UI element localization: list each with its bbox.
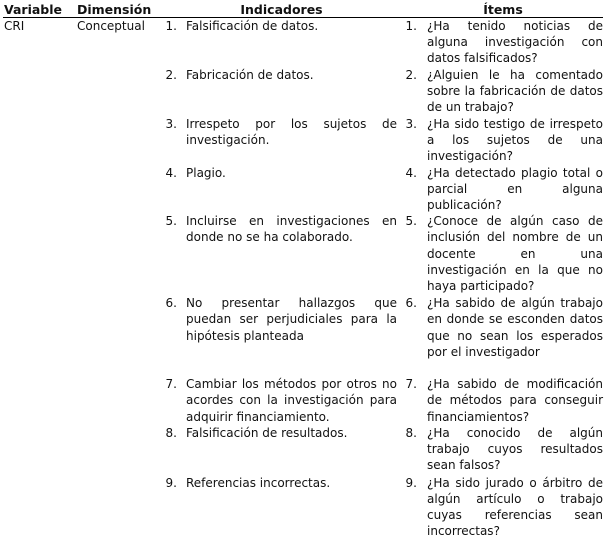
indicator-entry: [160, 425, 403, 441]
table-row: [3, 67, 603, 116]
indicator-text: Cambiar los métodos por otros no acordes con la investigación para adquirir financiamiento.: [186, 377, 397, 424]
item-number: 8.: [405, 425, 417, 440]
indicator-entry: [160, 67, 403, 83]
item-cell: [403, 18, 603, 68]
indicator-text: Falsificación de resultados.: [186, 425, 348, 440]
variable-cell: CRI: [4, 19, 25, 33]
dimension-cell-empty: [75, 295, 160, 376]
item-text: ¿Ha detectado plagio total o parcial en alguna publicación?: [427, 165, 603, 213]
item-text: ¿Ha sabido de algún trabajo en donde se esconden datos que no sean los esperados por el investigador: [427, 296, 603, 359]
item-text: ¿Ha sabido de modificación de métodos para conseguir financiamientos?: [427, 377, 603, 424]
dimension-cell-empty: [75, 165, 160, 214]
item-number: 2.: [405, 68, 417, 82]
item-cell: [403, 67, 603, 116]
item-text: ¿Ha conocido de algún trabajo cuyos resultados sean falsos?: [427, 425, 603, 473]
item-entry: [403, 18, 603, 67]
indicator-number: 8.: [165, 425, 177, 440]
indicator-number: 3.: [165, 116, 177, 131]
indicator-entry: [160, 475, 403, 491]
item-entry: [403, 475, 603, 540]
header-indicators: Indicadores: [160, 2, 403, 18]
indicator-cell: [160, 425, 403, 475]
header-row: [3, 2, 603, 18]
header-variable: Variable: [3, 2, 75, 18]
item-number: 7.: [405, 377, 417, 392]
item-number: 1.: [405, 19, 417, 33]
table-row: [3, 425, 603, 475]
dimension-cell-empty: [75, 376, 160, 425]
item-cell: [403, 165, 603, 214]
variable-cell-empty: [3, 213, 75, 295]
item-cell: [403, 213, 603, 295]
item-text: ¿Conoce de algún caso de inclusión del nombre de un docente en una investigación en la que no haya participado?: [427, 214, 603, 294]
item-cell: [403, 425, 603, 475]
table-row: [3, 475, 603, 545]
indicator-text: No presentar hallazgos que puedan ser perjudiciales para la hipótesis planteada: [186, 296, 397, 343]
variable-cell-empty: [3, 425, 75, 475]
indicator-cell: [160, 67, 403, 116]
item-text: ¿Ha tenido noticias de alguna investigación con datos falsificados?: [427, 19, 603, 66]
item-entry: [403, 116, 603, 165]
item-entry: [403, 213, 603, 294]
item-cell: [403, 376, 603, 425]
item-cell: [403, 116, 603, 165]
table-header: [3, 2, 603, 18]
indicator-text: Fabricación de datos.: [186, 68, 314, 82]
dimension-cell-empty: [75, 425, 160, 475]
table-body: [3, 18, 603, 545]
indicator-entry: [160, 18, 403, 34]
indicator-number: 2.: [165, 68, 177, 82]
indicator-cell: [160, 165, 403, 214]
indicator-cell: [160, 116, 403, 165]
indicator-entry: [160, 165, 403, 181]
indicator-cell: [160, 213, 403, 295]
indicator-number: 1.: [165, 19, 177, 33]
dimension-cell: Conceptual: [77, 19, 145, 33]
header-items: Ítems: [403, 2, 603, 18]
item-number: 5.: [405, 214, 417, 229]
item-cell: [403, 295, 603, 376]
indicator-entry: [160, 116, 403, 148]
dimension-cell-empty: [75, 67, 160, 116]
item-entry: [403, 67, 603, 116]
item-entry: [403, 425, 603, 474]
indicator-entry: [160, 213, 403, 245]
indicator-cell: [160, 18, 403, 68]
variable-cell-empty: [3, 67, 75, 116]
indicator-cell: [160, 295, 403, 376]
item-entry: [403, 295, 603, 360]
item-cell: [403, 475, 603, 545]
table-row: [3, 295, 603, 376]
indicator-number: 5.: [165, 214, 177, 229]
table-row: [3, 213, 603, 295]
operationalization-table: [3, 2, 603, 545]
indicator-cell: [160, 376, 403, 425]
item-number: 4.: [405, 165, 417, 180]
variable-cell-empty: [3, 376, 75, 425]
table-row: [3, 376, 603, 425]
variable-cell-empty: [3, 165, 75, 214]
item-entry: [403, 165, 603, 214]
item-number: 3.: [405, 116, 417, 131]
dimension-cell-empty: [75, 475, 160, 545]
item-number: 6.: [405, 296, 417, 311]
indicator-cell: [160, 475, 403, 545]
dimension-cell-empty: [75, 116, 160, 165]
variable-cell-empty: [3, 475, 75, 545]
table-row: [3, 165, 603, 214]
variable-cell-empty: [3, 295, 75, 376]
indicator-number: 7.: [165, 377, 177, 392]
variable-cell-empty: [3, 116, 75, 165]
indicator-number: 6.: [165, 296, 177, 311]
indicator-text: Falsificación de datos.: [186, 19, 319, 33]
indicator-text: Plagio.: [186, 165, 226, 180]
item-text: ¿Ha sido testigo de irrespeto a los sujetos de una investigación?: [427, 116, 603, 164]
table-row: [3, 116, 603, 165]
item-text: ¿Ha sido jurado o árbitro de algún artículo o trabajo cuyas referencias sean incorrectas?: [427, 475, 603, 539]
indicator-number: 9.: [165, 475, 177, 490]
indicator-number: 4.: [165, 165, 177, 180]
indicator-text: Irrespeto por los sujetos de investigación.: [186, 116, 397, 147]
indicator-text: Referencias incorrectas.: [186, 475, 331, 490]
item-text: ¿Alguien le ha comentado sobre la fabricación de datos de un trabajo?: [427, 68, 603, 115]
indicator-entry: [160, 295, 403, 344]
header-dimension: Dimensión: [75, 2, 160, 18]
dimension-cell-empty: [75, 213, 160, 295]
indicator-text: Incluirse en investigaciones en donde no se ha colaborado.: [186, 214, 397, 245]
indicator-entry: [160, 376, 403, 425]
table-row: [3, 18, 603, 68]
item-number: 9.: [405, 475, 417, 490]
item-entry: [403, 376, 603, 425]
